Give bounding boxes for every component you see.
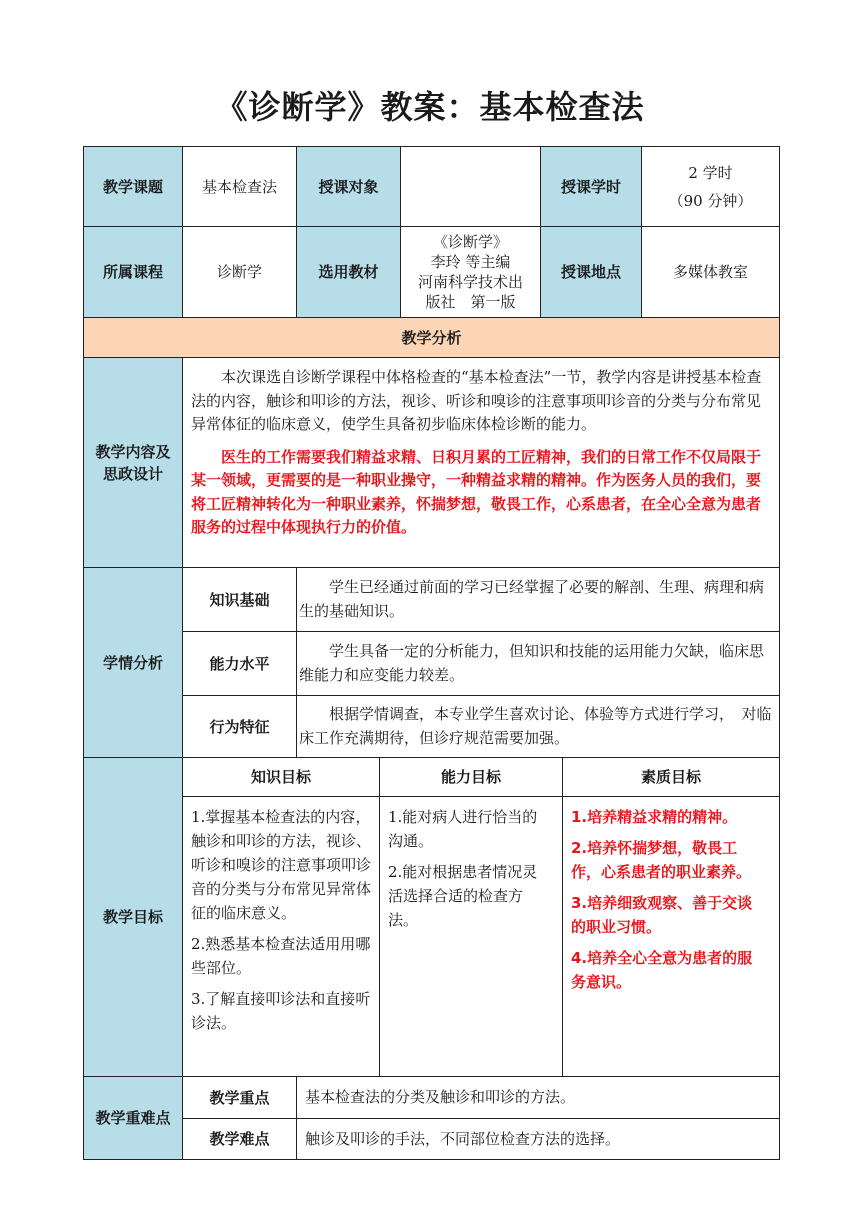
textbook-label: 选用教材 bbox=[297, 227, 401, 318]
goals-label: 教学目标 bbox=[84, 758, 183, 1077]
quality-goal-item: 2.培养怀揣梦想，敬畏工作，心系患者的职业素养。 bbox=[571, 839, 752, 881]
ability-goal-header: 能力目标 bbox=[380, 758, 563, 797]
analysis-header: 教学分析 bbox=[84, 318, 780, 358]
behavior-text: 根据学情调查，本专业学生喜欢讨论、体验等方式进行学习， 对临床工作充满期待，但诊疗规范需要加强。 bbox=[297, 696, 780, 758]
ability-goal-item: 1.能对病人进行恰当的沟通。 bbox=[388, 808, 538, 850]
content-paragraph: 本次课选自诊断学课程中体格检查的“基本检查法”一节，教学内容是讲授基本检查法的内容，触诊和叩诊的方法，视诊、听诊和嗅诊的注意事项叩诊音的分类与分布常见异常体征的临床意义，使学生具备初步临床体检诊断的能力。 bbox=[191, 368, 762, 433]
knowledge-goal-item: 3.了解直接叩诊法和直接听诊法。 bbox=[191, 990, 371, 1032]
location-label: 授课地点 bbox=[541, 227, 642, 318]
quality-goal-item: 1.培养精益求精的精神。 bbox=[571, 808, 738, 826]
content-body bbox=[183, 358, 780, 568]
difficulty-text: 触诊及叩诊的手法，不同部位检查方法的选择。 bbox=[297, 1119, 780, 1160]
focus-text: 基本检查法的分类及触诊和叩诊的方法。 bbox=[297, 1077, 780, 1119]
difficulty-label: 教学难点 bbox=[183, 1119, 297, 1160]
quality-goal-item: 3.培养细致观察、善于交谈的职业习惯。 bbox=[571, 894, 753, 936]
knowledge-goals bbox=[183, 797, 380, 1077]
ability-goals bbox=[380, 797, 563, 1077]
audience-value bbox=[401, 147, 541, 227]
textbook-line: 版社 第一版 bbox=[425, 293, 516, 311]
quality-goal-item: 4.培养全心全意为患者的服务意识。 bbox=[571, 949, 753, 991]
topic-value: 基本检查法 bbox=[183, 147, 297, 227]
keypoints-label: 教学重难点 bbox=[84, 1077, 183, 1160]
knowledge-base-label: 知识基础 bbox=[183, 568, 297, 632]
hours-label: 授课学时 bbox=[541, 147, 642, 227]
quality-goals bbox=[563, 797, 780, 1077]
knowledge-goal-header: 知识目标 bbox=[183, 758, 380, 797]
page-title: 《诊断学》教案：基本检查法 bbox=[215, 88, 645, 126]
knowledge-goal-item: 2.熟悉基本检查法适用用哪些部位。 bbox=[191, 935, 371, 977]
learner-label: 学情分析 bbox=[84, 568, 183, 758]
knowledge-base-text: 学生已经通过前面的学习已经掌握了必要的解剖、生理、病理和病生的基础知识。 bbox=[297, 568, 780, 632]
ability-goal-item: 2.能对根据患者情况灵活选择合适的检查方法。 bbox=[388, 863, 538, 929]
ability-level-text: 学生具备一定的分析能力，但知识和技能的运用能力欠缺，临床思维能力和应变能力较差。 bbox=[297, 632, 780, 696]
audience-label: 授课对象 bbox=[297, 147, 401, 227]
focus-label: 教学重点 bbox=[183, 1077, 297, 1119]
textbook-value bbox=[401, 227, 541, 318]
course-label: 所属课程 bbox=[84, 227, 183, 318]
hours-value bbox=[642, 147, 780, 227]
course-value: 诊断学 bbox=[183, 227, 297, 318]
location-value: 多媒体教室 bbox=[642, 227, 780, 318]
lesson-plan-table bbox=[83, 146, 780, 1160]
content-label: 教学内容及思政设计 bbox=[84, 358, 183, 568]
hours-line-1: 2 学时 bbox=[688, 163, 733, 182]
ability-level-label: 能力水平 bbox=[183, 632, 297, 696]
textbook-line: 河南科学技术出 bbox=[417, 273, 523, 291]
topic-label: 教学课题 bbox=[84, 147, 183, 227]
behavior-label: 行为特征 bbox=[183, 696, 297, 758]
textbook-line: 《诊断学》 bbox=[432, 233, 508, 251]
hours-line-2: （90 分钟） bbox=[668, 191, 753, 210]
knowledge-goal-item: 1.掌握基本检查法的内容，触诊和叩诊的方法，视诊、听诊和嗅诊的注意事项叩诊音的分类与分布常见异常体征的临床意义。 bbox=[191, 808, 372, 922]
ideology-paragraph: 医生的工作需要我们精益求精、日积月累的工匠精神，我们的日常工作不仅局限于某一领域，更需要的是一种职业操守，一种精益求精的精神。作为医务人员的我们，要将工匠精神转化为一种职业素养，怀揣梦想，敬畏工作，心系患者，在全心全意为患者服务的过程中体现执行力的价值。 bbox=[191, 447, 762, 536]
quality-goal-header: 素质目标 bbox=[563, 758, 780, 797]
textbook-line: 李玲 等主编 bbox=[430, 253, 511, 271]
